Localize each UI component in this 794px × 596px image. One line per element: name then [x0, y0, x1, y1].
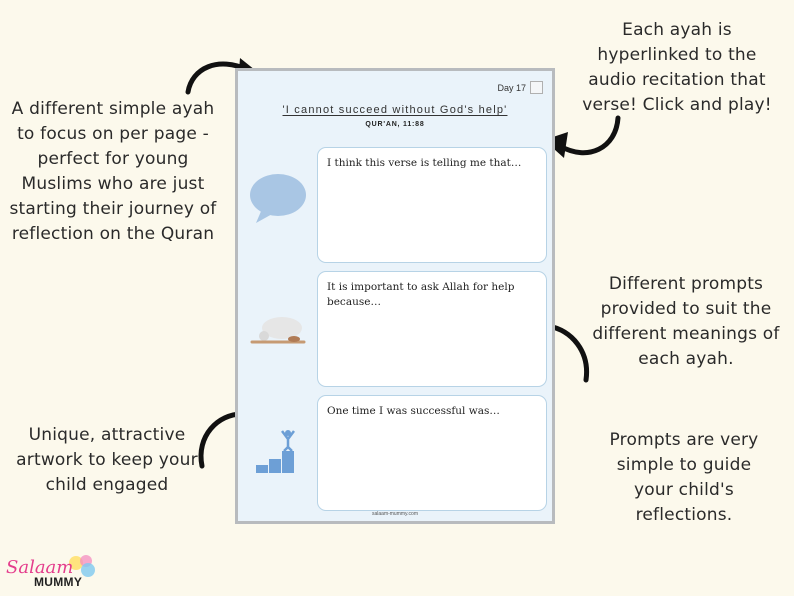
ayah-link[interactable]: 'I cannot succeed without God's help'	[282, 104, 508, 116]
ayah-reference: QUR'AN, 11:88	[365, 121, 425, 128]
prompt-box-3[interactable]	[317, 395, 547, 511]
prompt-box-2[interactable]	[317, 271, 547, 387]
prompt-box-1[interactable]	[317, 147, 547, 263]
prompt-text: One time I was successful was…	[327, 405, 500, 417]
prompt-text: It is important to ask Allah for help because…	[327, 281, 515, 308]
logo-block: MUMMY	[34, 575, 83, 589]
prompt-text: I think this verse is telling me that…	[327, 157, 522, 169]
logo	[6, 553, 96, 593]
logo-script: Salaam	[6, 557, 74, 578]
day-label: Day 17	[497, 83, 526, 93]
callout-audio-link: Each ayah is hyperlinked to the audio recitation that verse! Click and play!	[582, 20, 772, 115]
callout-artwork: Unique, attractive artwork to keep your child engaged	[16, 425, 198, 495]
footer-url: salaam-mummy.com	[371, 511, 419, 517]
callout-different-prompts: Different prompts provided to suit the different meanings of each ayah.	[592, 274, 780, 369]
callout-ayah-focus: A different simple ayah to focus on per page - perfect for young Muslims who are just starting their journey of reflection on the Quran	[9, 99, 217, 244]
worksheet-page	[235, 68, 555, 524]
day-checkbox[interactable]	[530, 81, 543, 94]
podium-person-icon	[256, 427, 302, 475]
callout-simple-prompts: Prompts are very simple to guide your child's reflections.	[609, 430, 759, 525]
prostrating-person-icon	[248, 306, 308, 346]
speech-bubble-icon	[248, 173, 308, 225]
